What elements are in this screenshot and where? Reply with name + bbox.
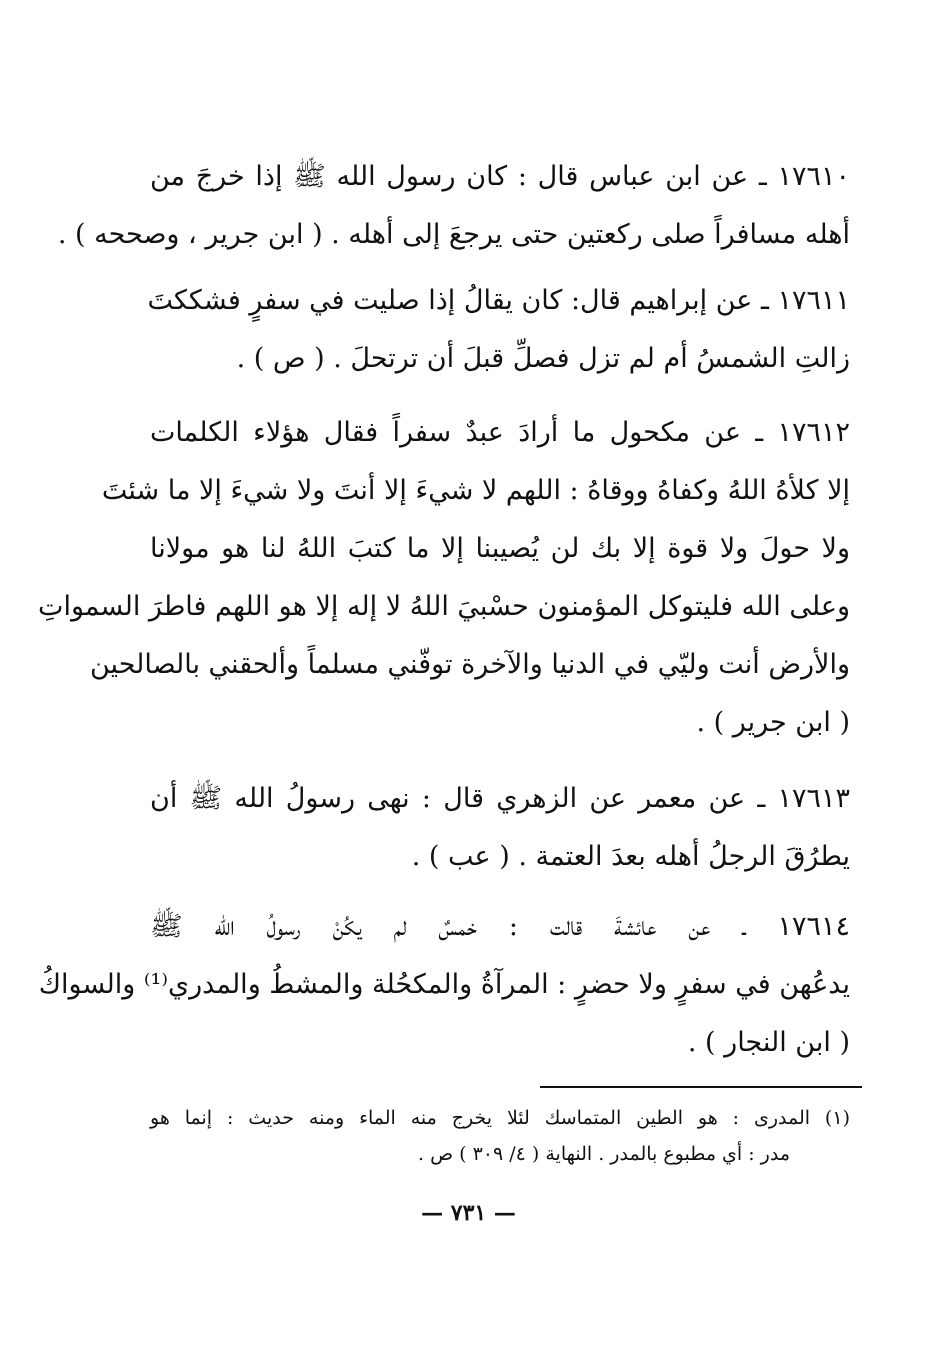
text-line: يطرُقَ الرجلُ أهله بعدَ العتمة . ( عب ) .	[411, 841, 850, 872]
footnote-divider	[540, 1086, 862, 1088]
hadith-17610	[57, 148, 850, 264]
text-line: ( ابن جرير ) .	[696, 707, 850, 738]
text-line: زالتِ الشمسُ أم لم تزل فصلِّ قبلَ أن ترتحلَ . ( ص ) .	[236, 343, 850, 374]
page-number: — ٧٣١ —	[421, 1200, 516, 1226]
text-line: ١٧٦١٤ ـ عن عائشةَ قالت : خمسٌ لم يكُنْ رسولُ الله ﷺ	[150, 911, 850, 942]
text-line: ١٧٦١٣ ـ عن معمر عن الزهري قال : نهى رسولُ الله ﷺ أن	[150, 783, 850, 814]
text-line: ١٧٦١٠ ـ عن ابن عباس قال : كان رسول الله ﷺ إذا خرجَ من	[150, 161, 850, 192]
footnote-line: مدر : أي مطبوع بالمدر . النهاية ( ٤/ ٣٠٩ ) ص .	[418, 1143, 790, 1165]
text-line: ( ابن النجار ) .	[687, 1027, 850, 1058]
footnote	[150, 1100, 850, 1172]
text-line: ١٧٦١٢ ـ عن مكحول ما أرادَ عبدٌ سفراً فقال هؤلاء الكلمات	[150, 417, 850, 448]
text-line: والأرض أنت وليّي في الدنيا والآخرة توفّني مسلماً وألحقني بالصالحين	[90, 649, 850, 680]
hadith-17612	[38, 404, 850, 752]
text-line: إلا كلأهُ اللهُ وكفاهُ ووقاهُ : اللهم لا شيءَ إلا أنتَ ولا شيءَ إلا ما شئتَ	[101, 475, 850, 506]
hadith-17611	[147, 272, 850, 388]
footnote-line: (١) المدرى : هو الطين المتماسك لئلا يخرج منه الماء ومنه حديث : إنما هو	[150, 1107, 850, 1129]
hadith-17613	[150, 770, 850, 886]
text-line: ١٧٦١١ ـ عن إبراهيم قال: كان يقالُ إذا صليت في سفرٍ فشككتَ	[147, 285, 850, 316]
text-line: ولا حولَ ولا قوة إلا بك لن يُصيبنا إلا ما كتبَ اللهُ لنا هو مولانا	[150, 533, 850, 564]
text-line: يدعُهن في سفرٍ ولا حضرٍ : المرآةُ والمكحُلة والمشطُ والمدري⁽¹⁾ والسواكُ	[38, 969, 850, 1000]
hadith-17614	[38, 898, 850, 1072]
text-line: أهله مسافراً صلى ركعتين حتى يرجعَ إلى أهله . ( ابن جرير ، وصححه ) .	[57, 219, 850, 250]
text-line: وعلى الله فليتوكل المؤمنون حسْبيَ اللهُ لا إله إلا هو اللهم فاطرَ السمواتِ	[38, 591, 850, 622]
